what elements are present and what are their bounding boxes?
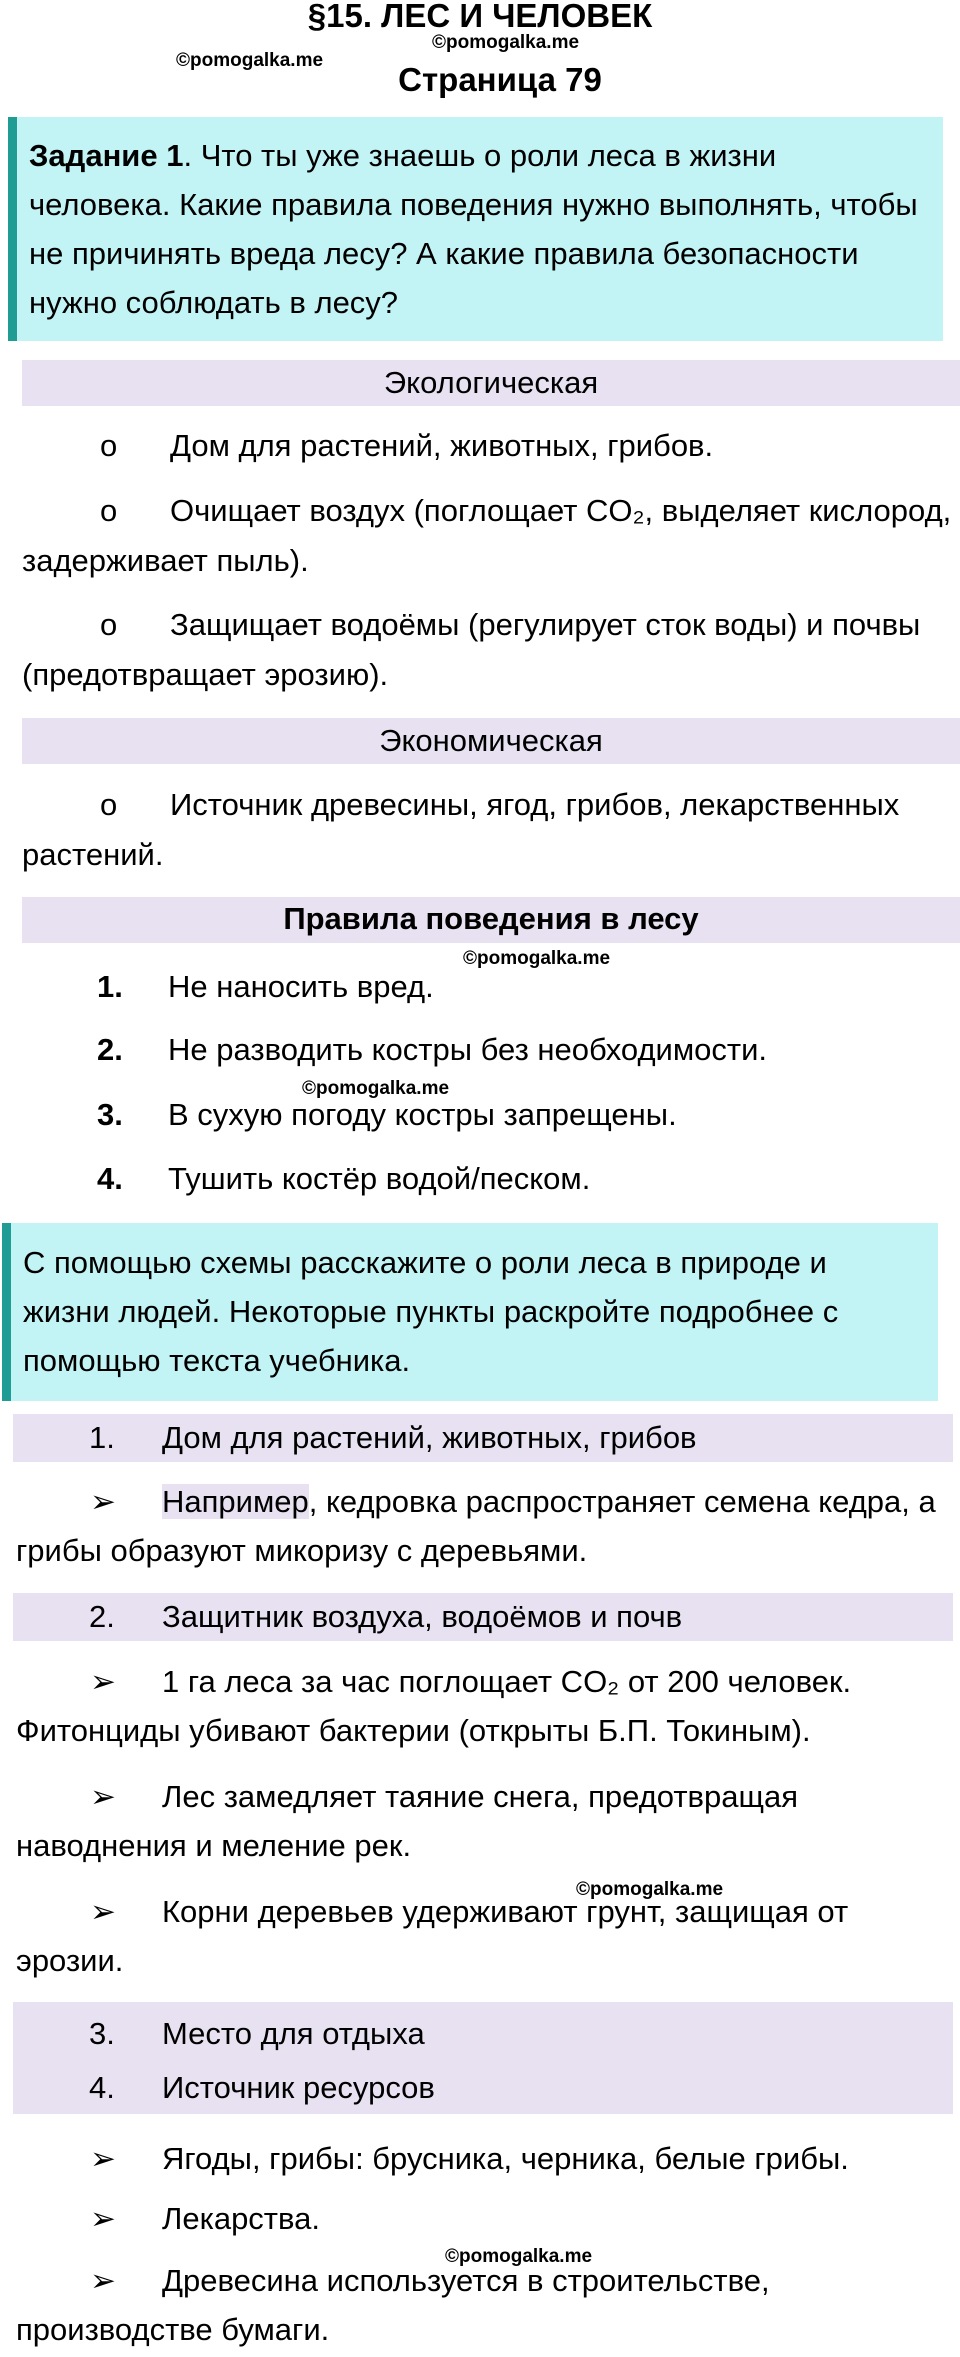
scheme-detail: ➢ Ягоды, грибы: брусника, черника, белые грибы. [16,2134,946,2183]
scheme-items-3-4 [13,2002,953,2114]
scheme-item-4: 4. Источник ресурсов [89,2070,435,2105]
task-2-text: С помощью схемы расскажите о роли леса в природе и жизни людей. Некоторые пункты раскройте подробнее с помощью текста учебника. [23,1245,839,1378]
list-item: o Защищает водоёмы (регулирует сток воды) и почвы (предотвращает эрозию). [22,600,952,700]
watermark: ©pomogalka.me [463,948,611,969]
ecological-heading: Экологическая [22,360,960,406]
economic-heading: Экономическая [22,718,960,764]
section-title: §15. ЛЕС И ЧЕЛОВЕК [307,0,653,34]
circle-bullet-icon: o [100,493,118,528]
arrow-bullet-icon: ➢ [90,2201,116,2236]
task-1-box [8,117,943,341]
list-item: 2. Не разводить костры без необходимости. [97,1032,768,1067]
circle-bullet-icon: o [100,428,118,463]
circle-bullet-icon: o [100,607,118,642]
list-item: 3. В сухую погоду костры запрещены. [97,1097,677,1132]
list-item: o Источник древесины, ягод, грибов, лекарственных растений. [22,780,952,880]
arrow-bullet-icon: ➢ [90,1664,116,1699]
task-1-text: . Что ты уже знаешь о роли леса в жизни человека. Какие правила поведения нужно выполнять, чтобы не причинять вреда лесу? А какие правила безопасности нужно соблюдать в лесу? [29,138,918,320]
arrow-bullet-icon: ➢ [90,1484,116,1519]
scheme-detail: ➢ Лекарства. [16,2194,946,2243]
rules-heading: Правила поведения в лесу [22,897,960,943]
watermark: ©pomogalka.me [432,32,580,53]
circle-bullet-icon: o [100,787,118,822]
arrow-bullet-icon: ➢ [90,2141,116,2176]
scheme-item-3: 3. Место для отдыха [89,2016,425,2051]
task-1-label: Задание 1 [29,138,184,173]
scheme-detail: ➢ 1 га леса за час поглощает CO₂ от 200 человек. Фитонциды убивают бактерии (открыты Б.П. Токиным). [16,1657,946,1755]
list-item: 4. Тушить костёр водой/песком. [97,1161,591,1196]
scheme-item-2: 2. Защитник воздуха, водоёмов и почв [13,1593,953,1641]
watermark: ©pomogalka.me [576,1879,724,1900]
arrow-bullet-icon: ➢ [90,1894,116,1929]
task-2-box [2,1223,938,1401]
list-item: o Очищает воздух (поглощает CO₂, выделяет кислород, задерживает пыль). [22,486,952,586]
arrow-bullet-icon: ➢ [90,1779,116,1814]
watermark: ©pomogalka.me [445,2246,593,2267]
scheme-detail: ➢ Например, кедровка распространяет семена кедра, а грибы образуют микоризу с деревьями. [16,1477,946,1575]
scheme-item-1: 1. Дом для растений, животных, грибов [13,1414,953,1462]
scheme-detail: ➢ Лес замедляет таяние снега, предотвращая наводнения и меление рек. [16,1772,946,1870]
scheme-detail: ➢ Древесина используется в строительстве, производстве бумаги. [16,2256,946,2354]
scheme-detail: ➢ Корни деревьев удерживают грунт, защищая от эрозии. [16,1887,946,1985]
watermark: ©pomogalka.me [302,1078,450,1099]
arrow-bullet-icon: ➢ [90,2263,116,2298]
list-item: o Дом для растений, животных, грибов. [22,421,952,471]
list-item: 1. Не наносить вред. [97,969,434,1004]
page-number-title: Страница 79 [398,61,602,98]
watermark: ©pomogalka.me [176,50,324,71]
